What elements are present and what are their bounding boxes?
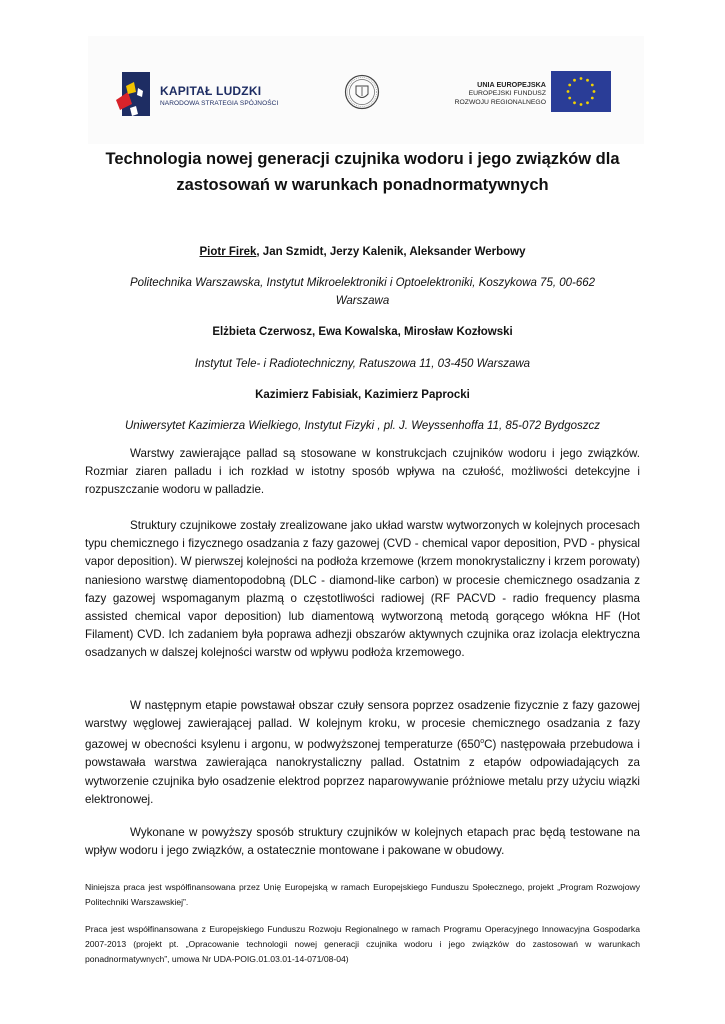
authors-group-1 <box>85 243 640 261</box>
degree-sign: o <box>480 738 485 746</box>
title-line-1: Technologia nowej generacji czujnika wodoru i jego związków dla <box>105 150 620 168</box>
funding-note-1: Niniejsza praca jest współfinansowana przez Unię Europejską w ramach Europejskiego Funduszu Społecznego, projekt „Program Rozwojowy Politechniki Warszawskiej”. <box>85 882 640 907</box>
affiliation-2: Instytut Tele- i Radiotechniczny, Ratuszowa 11, 03-450 Warszawa <box>194 358 531 370</box>
affiliation-3: Uniwersytet Kazimierza Wielkiego, Instytut Fizyki , pl. J. Weyssenhoffa 11, 85-072 Bydgoszcz <box>125 420 600 432</box>
affiliation-1-line2: Warszawa <box>335 295 390 307</box>
co-authors-1: , Jan Szmidt, Jerzy Kalenik, Aleksander Werbowy <box>256 246 526 258</box>
abstract-paragraph-1: Warstwy zawierające pallad są stosowane w konstrukcjach czujników wodoru i jego związków. Rozmiar ziaren palladu i ich rozkład w istotny sposób wpływa na czułość, możliwości detekcyjne i rozpuszczanie wodoru w palladzie. <box>85 447 640 497</box>
presenting-author: Piotr Firek <box>199 246 257 258</box>
kapital-ludzki-title: KAPITAŁ LUDZKI <box>160 84 262 98</box>
abstract-paragraph-3 <box>85 697 640 809</box>
paragraph-3-part-a: W następnym etapie powstawał obszar czuły sensora poprzez osadzenie fizycznie z fazy gazowej warstwy węglowej zawierającej pallad. W kolejnym kroku, w procesie chemicznego osadzania z fazy gazowej w obecności ksylenu i argonu, w podwyższonej temperaturze (650 <box>85 699 640 752</box>
title-line-2: zastosowań w warunkach ponadnormatywnych <box>176 176 549 194</box>
kapital-ludzki-subtitle: NARODOWA STRATEGIA SPÓJNOŚCI <box>160 100 279 107</box>
eu-label-line1: UNIA EUROPEJSKA <box>477 80 546 89</box>
authors-group-3: Kazimierz Fabisiak, Kazimierz Paprocki <box>255 389 470 401</box>
affiliation-1 <box>85 274 640 310</box>
funding-note-2: Praca jest współfinansowana z Europejskiego Funduszu Rozwoju Regionalnego w ramach Programu Operacyjnego Innowacyjna Gospodarka 2007-2013 (projekt pt. „Opracowanie technologii nowej generacji czujnika wodoru i jego związków do zastosowań w warunkach ponadnormatywnych”, umowa Nr UDA-POIG.01.03.01-14-071/08-04) <box>85 924 640 964</box>
abstract-paragraph-2: Struktury czujnikowe zostały zrealizowane jako układ warstw wytworzonych w kolejnych procesach typu chemicznego i fizycznego osadzania z fazy gazowej (CVD - chemical vapor deposition, PVD - physical vapor deposition). W pierwszej kolejności na podłoża krzemowe (krzem monokrystaliczny i krzem porowaty) naniesiono warstwę diamentopodobną (DLC - diamond-like carbon) w procesie chemicznego osadzania z fazy gazowej wspomaganym plazmą o częstotliwości radiowej (RF PACVD - radio frequency plasma assisted chemical vapor deposition) lub diamentową wytworzoną metodą gorącego włókna HF (Hot Filament) CVD. Ich zadaniem była poprawa adhezji obszarów aktywnych czujnika oraz izolacja elektryczna osadzanych w dalszej kolejności warstw od wpływu podłoża krzemowego. <box>85 519 640 660</box>
paragraph-3-part-b: C) następowała przebudowa i powstawała warstwa zawierająca nanokrystaliczny pallad. Ostatnim z etapów odpowiadających za wytworzenie czujnika było osadzenie elektrod poprzez naparowywanie próżniowe metalu przy użyciu wiązki elektronowej. <box>85 738 640 806</box>
eu-flag-icon <box>551 71 611 112</box>
abstract-paragraph-4: Wykonane w powyższy sposób struktury czujników w kolejnych etapach prac będą testowane na wpływ wodoru i jego związków, a ostatecznie montowane i pakowane w obudowy. <box>85 826 640 858</box>
eu-label-line2: EUROPEJSKI FUNDUSZ <box>468 90 546 97</box>
university-seal-icon <box>344 74 380 110</box>
eu-label-line3: ROZWOJU REGIONALNEGO <box>454 99 546 106</box>
paper-title <box>70 146 655 198</box>
affiliation-1-line1: Politechnika Warszawska, Instytut Mikroelektroniki i Optoelektroniki, Koszykowa 75, 00-662 <box>129 277 596 289</box>
eu-fund-label <box>434 80 546 107</box>
authors-group-2: Elżbieta Czerwosz, Ewa Kowalska, Mirosław Kozłowski <box>212 326 513 338</box>
